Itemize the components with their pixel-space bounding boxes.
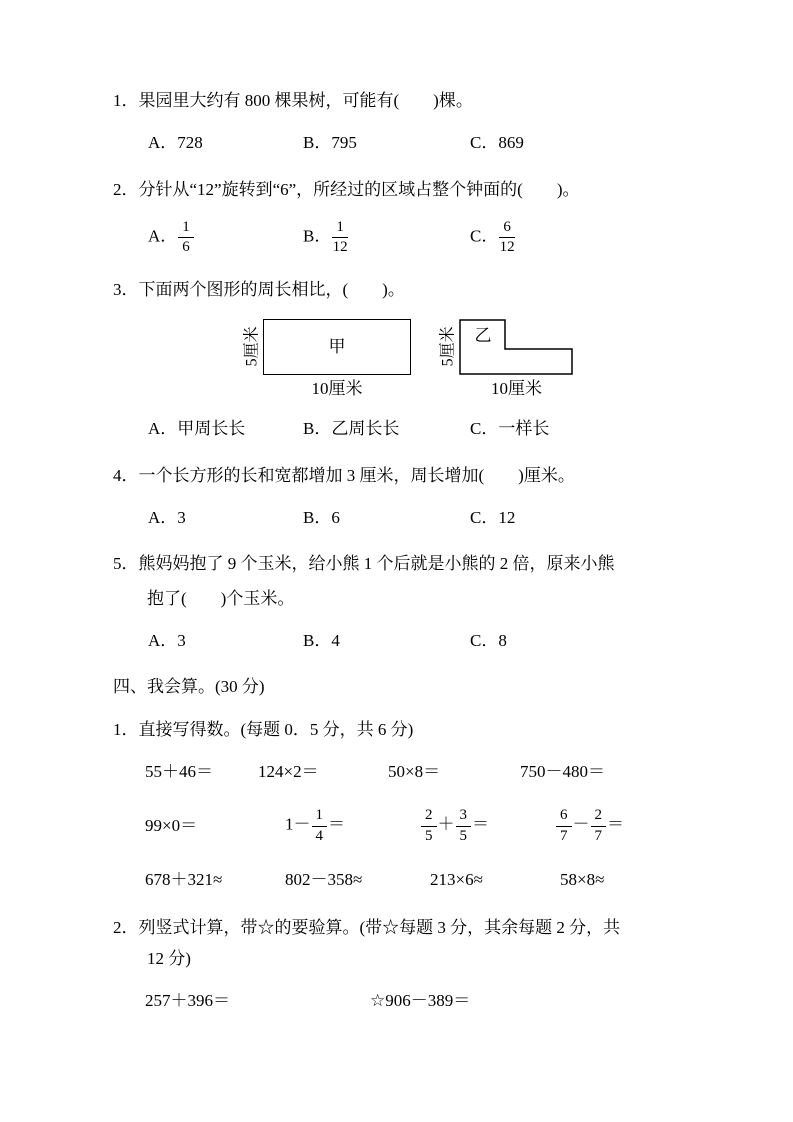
question-body: 下面两个图形的周长相比，( )。 — [138, 279, 405, 299]
option-b — [303, 628, 470, 654]
option-c — [470, 628, 507, 654]
calc-item: 50×8＝ — [388, 761, 441, 781]
calc-item: 678＋321≈ — [145, 869, 223, 889]
fraction-numerator: 2 — [421, 807, 437, 826]
calc-item: 802－358≈ — [285, 869, 363, 889]
fraction — [499, 219, 515, 257]
subsection-2-title-line2: 12 分) — [147, 948, 191, 968]
calc-item — [420, 807, 555, 845]
option-c — [470, 416, 549, 442]
option-value: 3 — [177, 507, 186, 527]
option-value: 一样长 — [498, 419, 550, 439]
fraction-denominator: 12 — [332, 239, 348, 256]
fraction-numerator: 1 — [178, 219, 194, 238]
option-label: A． — [148, 507, 178, 527]
q5-options — [113, 628, 713, 654]
calc-item — [555, 807, 624, 845]
fraction — [591, 807, 607, 845]
calc-item: 750－480＝ — [520, 761, 605, 781]
calc-text: ＋ — [437, 814, 455, 834]
question-number: 1． — [113, 91, 139, 110]
q3-options — [113, 416, 713, 442]
option-a — [148, 416, 303, 442]
option-value: 795 — [331, 133, 357, 153]
option-label: C． — [470, 507, 499, 527]
question-number: 5． — [113, 554, 139, 574]
option-label: B． — [303, 226, 332, 246]
shape-yi — [439, 319, 574, 402]
section-four — [113, 674, 713, 1014]
calc-row-3 — [113, 867, 713, 893]
option-a — [148, 219, 303, 257]
option-a — [148, 130, 303, 156]
option-value: 甲周长长 — [177, 419, 246, 439]
option-value: 728 — [177, 133, 203, 153]
yi-side-label: 5厘米 — [439, 326, 457, 367]
question-number: 4． — [113, 465, 139, 485]
option-label: A． — [148, 133, 178, 153]
fraction — [456, 807, 472, 845]
option-label: A． — [148, 226, 178, 246]
question-body: 果园里大约有 800 棵果树，可能有( )棵。 — [138, 91, 473, 110]
jia-side-label: 5厘米 — [243, 326, 261, 367]
option-label: C． — [470, 226, 499, 246]
calc-expression-1: 257＋396＝ — [145, 990, 230, 1010]
q1-options — [113, 130, 713, 156]
subsection-1-title: 1．直接写得数。(每题 0．5 分，共 6 分) — [113, 719, 414, 739]
option-c — [470, 130, 524, 156]
question-1 — [113, 88, 713, 157]
option-value: 869 — [498, 133, 524, 153]
q4-options — [113, 505, 713, 531]
fraction — [556, 807, 572, 845]
option-value: 3 — [177, 630, 186, 650]
question-3 — [113, 277, 713, 443]
option-b — [303, 505, 470, 531]
question-text — [113, 177, 713, 203]
calc-row-2 — [113, 807, 713, 845]
option-label: C． — [470, 630, 499, 650]
calc-row-1 — [113, 759, 713, 785]
option-label: A． — [148, 630, 178, 650]
question-2 — [113, 177, 713, 257]
q2-options — [113, 219, 713, 257]
fraction-numerator: 6 — [556, 807, 572, 826]
option-value: 6 — [331, 507, 340, 527]
question-body-continued: 抱了( )个玉米。 — [147, 588, 295, 608]
subsection-2-title-line1: 2．列竖式计算，带☆的要验算。(带☆每题 3 分，其余每题 2 分，共 — [113, 918, 621, 938]
calc-expression-2: ☆906－389＝ — [370, 990, 471, 1010]
calc-item: 124×2＝ — [258, 761, 319, 781]
fraction-denominator: 6 — [182, 239, 190, 256]
option-value: 4 — [331, 630, 340, 650]
jia-side-label-wrap — [243, 319, 263, 375]
fraction-numerator: 6 — [499, 219, 515, 238]
yi-bottom-label: 10厘米 — [491, 378, 542, 398]
jia-label: 甲 — [328, 336, 346, 356]
fraction-numerator: 1 — [332, 219, 348, 238]
option-a — [148, 628, 303, 654]
fraction — [421, 807, 437, 845]
calc-text: － — [572, 814, 590, 834]
question-number: 3． — [113, 279, 139, 299]
calc-item — [285, 807, 420, 845]
option-label: B． — [303, 630, 332, 650]
question-5 — [113, 551, 713, 654]
yi-label: 乙 — [474, 325, 492, 345]
option-label: B． — [303, 507, 332, 527]
option-c — [470, 219, 516, 257]
jia-rectangle — [263, 319, 411, 375]
option-b — [303, 416, 470, 442]
fraction — [312, 807, 328, 845]
option-a — [148, 505, 303, 531]
fraction-denominator: 12 — [499, 239, 515, 256]
fraction-denominator: 5 — [425, 827, 433, 844]
q3-figure — [243, 319, 713, 402]
option-label: B． — [303, 133, 332, 153]
question-number: 2． — [113, 179, 139, 199]
question-4 — [113, 463, 713, 532]
question-text — [113, 88, 713, 114]
question-text — [113, 277, 713, 303]
option-label: C． — [470, 419, 499, 439]
option-label: C． — [470, 133, 499, 153]
fraction-denominator: 7 — [560, 827, 568, 844]
yi-step-shape — [459, 319, 574, 375]
calc-text: 1－ — [285, 814, 311, 834]
option-b — [303, 130, 470, 156]
calc-text: ＝ — [472, 814, 489, 834]
fraction-denominator: 4 — [315, 827, 323, 844]
section-title: 四、我会算。(30 分) — [113, 677, 265, 697]
fraction-denominator: 7 — [594, 827, 602, 844]
option-value: 乙周长长 — [331, 419, 400, 439]
option-label: B． — [303, 419, 332, 439]
vertical-calc-row — [113, 988, 713, 1014]
shape-jia — [243, 319, 411, 402]
question-text — [113, 551, 713, 577]
jia-bottom-label: 10厘米 — [311, 378, 363, 398]
question-body: 一个长方形的长和宽都增加 3 厘米，周长增加( )厘米。 — [138, 465, 575, 485]
question-body: 分针从“12”旋转到“6”，所经过的区域占整个钟面的( )。 — [138, 179, 580, 199]
calc-text: ＝ — [607, 814, 624, 834]
calc-item: 99×0＝ — [145, 815, 198, 835]
option-b — [303, 219, 470, 257]
fraction-numerator: 3 — [456, 807, 472, 826]
fraction — [178, 219, 194, 257]
fraction-numerator: 2 — [591, 807, 607, 826]
yi-side-label-wrap — [439, 319, 459, 375]
option-value: 8 — [498, 630, 507, 650]
question-text — [113, 463, 713, 489]
calc-item: 213×6≈ — [430, 869, 483, 889]
fraction-denominator: 5 — [459, 827, 467, 844]
calc-item: 58×8≈ — [560, 869, 605, 889]
option-value: 12 — [498, 507, 516, 527]
fraction-numerator: 1 — [312, 807, 328, 826]
question-body: 熊妈妈抱了 9 个玉米，给小熊 1 个后就是小熊的 2 倍，原来小熊 — [138, 554, 615, 574]
option-label: A． — [148, 419, 178, 439]
option-c — [470, 505, 515, 531]
fraction — [332, 219, 348, 257]
calc-text: ＝ — [328, 814, 345, 834]
calc-item: 55＋46＝ — [145, 761, 213, 781]
